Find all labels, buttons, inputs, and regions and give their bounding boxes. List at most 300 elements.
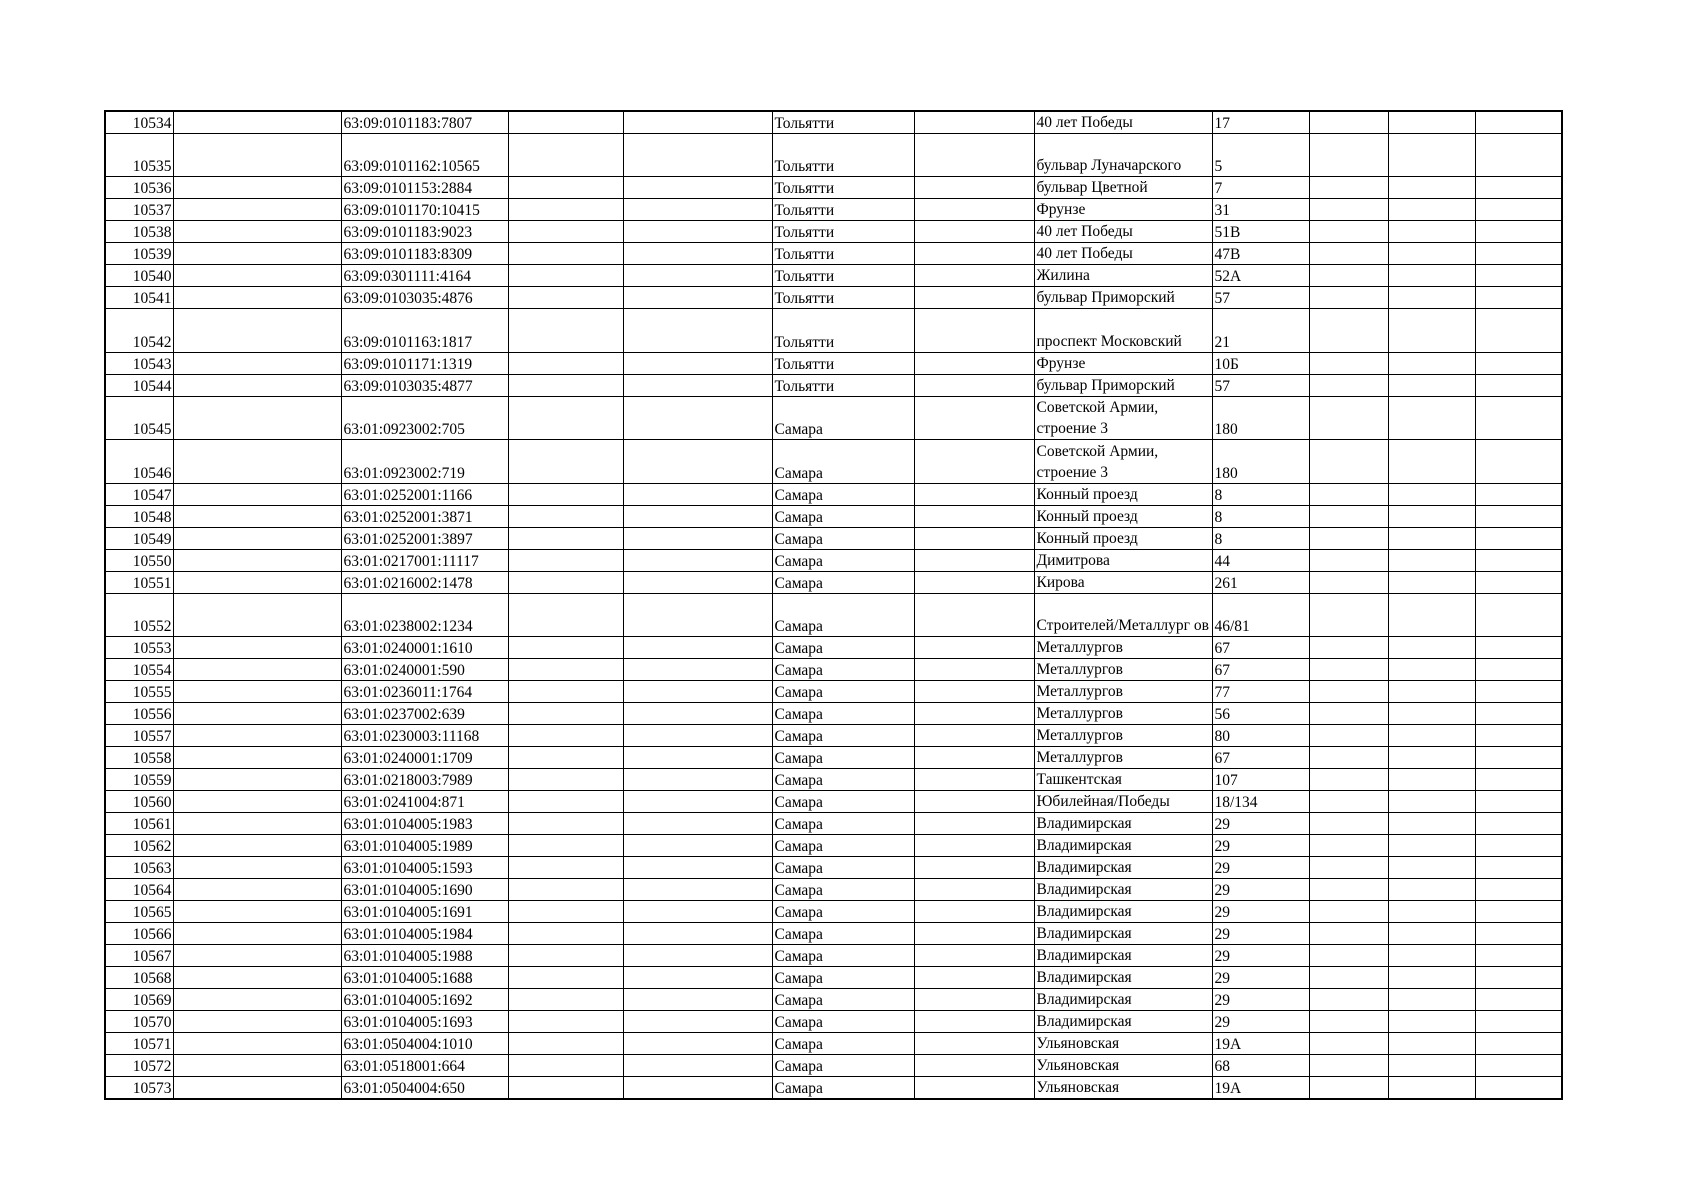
empty-cell[interactable]: [914, 1054, 1034, 1076]
empty-cell[interactable]: [914, 746, 1034, 768]
row-number-cell[interactable]: 10537: [105, 199, 173, 221]
street-cell[interactable]: 40 лет Победы: [1034, 243, 1212, 265]
empty-cell[interactable]: [914, 922, 1034, 944]
empty-cell[interactable]: [1309, 834, 1388, 856]
street-cell[interactable]: Металлургов: [1034, 680, 1212, 702]
empty-cell[interactable]: [1475, 988, 1562, 1010]
house-number-cell[interactable]: 8: [1212, 505, 1309, 527]
street-cell[interactable]: бульвар Цветной: [1034, 177, 1212, 199]
empty-cell[interactable]: [173, 658, 341, 680]
row-number-cell[interactable]: 10543: [105, 352, 173, 374]
empty-cell[interactable]: [1309, 636, 1388, 658]
house-number-cell[interactable]: 18/134: [1212, 790, 1309, 812]
empty-cell[interactable]: [1309, 593, 1388, 636]
house-number-cell[interactable]: 19А: [1212, 1076, 1309, 1099]
empty-cell[interactable]: [623, 944, 772, 966]
house-number-cell[interactable]: 31: [1212, 199, 1309, 221]
empty-cell[interactable]: [1475, 812, 1562, 834]
row-number-cell[interactable]: 10572: [105, 1054, 173, 1076]
empty-cell[interactable]: [173, 878, 341, 900]
empty-cell[interactable]: [623, 1032, 772, 1054]
empty-cell[interactable]: [1475, 527, 1562, 549]
row-number-cell[interactable]: 10553: [105, 636, 173, 658]
cadastral-number-cell[interactable]: 63:09:0101183:9023: [341, 221, 508, 243]
empty-cell[interactable]: [1475, 790, 1562, 812]
row-number-cell[interactable]: 10567: [105, 944, 173, 966]
empty-cell[interactable]: [1475, 922, 1562, 944]
house-number-cell[interactable]: 44: [1212, 549, 1309, 571]
empty-cell[interactable]: [623, 527, 772, 549]
empty-cell[interactable]: [1388, 966, 1475, 988]
city-cell[interactable]: Самара: [772, 593, 914, 636]
city-cell[interactable]: Самара: [772, 856, 914, 878]
empty-cell[interactable]: [173, 134, 341, 177]
city-cell[interactable]: Самара: [772, 1054, 914, 1076]
empty-cell[interactable]: [173, 265, 341, 287]
empty-cell[interactable]: [1388, 702, 1475, 724]
cadastral-number-cell[interactable]: 63:01:0104005:1692: [341, 988, 508, 1010]
street-cell[interactable]: Владимирская: [1034, 966, 1212, 988]
empty-cell[interactable]: [508, 505, 623, 527]
city-cell[interactable]: Тольятти: [772, 199, 914, 221]
empty-cell[interactable]: [1388, 549, 1475, 571]
street-cell[interactable]: Владимирская: [1034, 900, 1212, 922]
empty-cell[interactable]: [1309, 812, 1388, 834]
house-number-cell[interactable]: 46/81: [1212, 593, 1309, 636]
empty-cell[interactable]: [1475, 505, 1562, 527]
cadastral-number-cell[interactable]: 63:01:0240001:590: [341, 658, 508, 680]
empty-cell[interactable]: [1388, 812, 1475, 834]
house-number-cell[interactable]: 8: [1212, 527, 1309, 549]
row-number-cell[interactable]: 10565: [105, 900, 173, 922]
row-number-cell[interactable]: 10557: [105, 724, 173, 746]
empty-cell[interactable]: [1309, 527, 1388, 549]
row-number-cell[interactable]: 10545: [105, 396, 173, 439]
empty-cell[interactable]: [623, 878, 772, 900]
empty-cell[interactable]: [1388, 309, 1475, 352]
row-number-cell[interactable]: 10554: [105, 658, 173, 680]
house-number-cell[interactable]: 29: [1212, 1010, 1309, 1032]
house-number-cell[interactable]: 57: [1212, 374, 1309, 396]
street-cell[interactable]: Жилина: [1034, 265, 1212, 287]
empty-cell[interactable]: [1475, 352, 1562, 374]
city-cell[interactable]: Самара: [772, 658, 914, 680]
house-number-cell[interactable]: 29: [1212, 988, 1309, 1010]
empty-cell[interactable]: [508, 243, 623, 265]
empty-cell[interactable]: [1309, 374, 1388, 396]
street-cell[interactable]: Металлургов: [1034, 724, 1212, 746]
street-cell[interactable]: Металлургов: [1034, 702, 1212, 724]
street-cell[interactable]: Конный проезд: [1034, 527, 1212, 549]
street-cell[interactable]: Конный проезд: [1034, 483, 1212, 505]
empty-cell[interactable]: [173, 549, 341, 571]
empty-cell[interactable]: [173, 966, 341, 988]
empty-cell[interactable]: [508, 790, 623, 812]
city-cell[interactable]: Самара: [772, 746, 914, 768]
empty-cell[interactable]: [1309, 900, 1388, 922]
house-number-cell[interactable]: 29: [1212, 922, 1309, 944]
empty-cell[interactable]: [1309, 768, 1388, 790]
row-number-cell[interactable]: 10558: [105, 746, 173, 768]
house-number-cell[interactable]: 29: [1212, 900, 1309, 922]
empty-cell[interactable]: [1388, 922, 1475, 944]
empty-cell[interactable]: [914, 593, 1034, 636]
cadastral-number-cell[interactable]: 63:09:0101183:7807: [341, 111, 508, 134]
house-number-cell[interactable]: 77: [1212, 680, 1309, 702]
city-cell[interactable]: Самара: [772, 549, 914, 571]
empty-cell[interactable]: [1309, 287, 1388, 309]
empty-cell[interactable]: [914, 571, 1034, 593]
street-cell[interactable]: Ульяновская: [1034, 1054, 1212, 1076]
empty-cell[interactable]: [914, 966, 1034, 988]
house-number-cell[interactable]: 51В: [1212, 221, 1309, 243]
empty-cell[interactable]: [1475, 199, 1562, 221]
empty-cell[interactable]: [1475, 746, 1562, 768]
empty-cell[interactable]: [1388, 177, 1475, 199]
cadastral-number-cell[interactable]: 63:09:0103035:4877: [341, 374, 508, 396]
empty-cell[interactable]: [173, 177, 341, 199]
cadastral-number-cell[interactable]: 63:09:0101153:2884: [341, 177, 508, 199]
empty-cell[interactable]: [508, 374, 623, 396]
cadastral-number-cell[interactable]: 63:01:0236011:1764: [341, 680, 508, 702]
city-cell[interactable]: Самара: [772, 900, 914, 922]
empty-cell[interactable]: [914, 134, 1034, 177]
city-cell[interactable]: Тольятти: [772, 309, 914, 352]
house-number-cell[interactable]: 180: [1212, 396, 1309, 439]
city-cell[interactable]: Самара: [772, 834, 914, 856]
empty-cell[interactable]: [508, 922, 623, 944]
empty-cell[interactable]: [1475, 309, 1562, 352]
city-cell[interactable]: Самара: [772, 1010, 914, 1032]
cadastral-number-cell[interactable]: 63:01:0504004:1010: [341, 1032, 508, 1054]
row-number-cell[interactable]: 10550: [105, 549, 173, 571]
empty-cell[interactable]: [508, 177, 623, 199]
empty-cell[interactable]: [1388, 593, 1475, 636]
empty-cell[interactable]: [173, 1032, 341, 1054]
empty-cell[interactable]: [173, 483, 341, 505]
empty-cell[interactable]: [508, 768, 623, 790]
empty-cell[interactable]: [914, 309, 1034, 352]
row-number-cell[interactable]: 10535: [105, 134, 173, 177]
city-cell[interactable]: Самара: [772, 966, 914, 988]
empty-cell[interactable]: [1309, 1076, 1388, 1099]
house-number-cell[interactable]: 68: [1212, 1054, 1309, 1076]
empty-cell[interactable]: [508, 658, 623, 680]
empty-cell[interactable]: [1388, 746, 1475, 768]
empty-cell[interactable]: [1388, 527, 1475, 549]
city-cell[interactable]: Тольятти: [772, 352, 914, 374]
street-cell[interactable]: Владимирская: [1034, 1010, 1212, 1032]
empty-cell[interactable]: [1309, 111, 1388, 134]
empty-cell[interactable]: [508, 878, 623, 900]
empty-cell[interactable]: [914, 878, 1034, 900]
empty-cell[interactable]: [914, 177, 1034, 199]
empty-cell[interactable]: [1388, 790, 1475, 812]
empty-cell[interactable]: [1309, 505, 1388, 527]
row-number-cell[interactable]: 10573: [105, 1076, 173, 1099]
row-number-cell[interactable]: 10552: [105, 593, 173, 636]
city-cell[interactable]: Тольятти: [772, 243, 914, 265]
street-cell[interactable]: Конный проезд: [1034, 505, 1212, 527]
empty-cell[interactable]: [173, 922, 341, 944]
empty-cell[interactable]: [1309, 134, 1388, 177]
row-number-cell[interactable]: 10546: [105, 440, 173, 483]
empty-cell[interactable]: [623, 856, 772, 878]
cadastral-number-cell[interactable]: 63:09:0103035:4876: [341, 287, 508, 309]
empty-cell[interactable]: [173, 702, 341, 724]
street-cell[interactable]: Металлургов: [1034, 746, 1212, 768]
city-cell[interactable]: Самара: [772, 790, 914, 812]
street-cell[interactable]: Фрунзе: [1034, 199, 1212, 221]
empty-cell[interactable]: [623, 243, 772, 265]
empty-cell[interactable]: [623, 922, 772, 944]
cadastral-number-cell[interactable]: 63:01:0923002:705: [341, 396, 508, 439]
empty-cell[interactable]: [173, 352, 341, 374]
empty-cell[interactable]: [173, 988, 341, 1010]
empty-cell[interactable]: [1475, 134, 1562, 177]
empty-cell[interactable]: [508, 702, 623, 724]
empty-cell[interactable]: [1309, 1032, 1388, 1054]
empty-cell[interactable]: [623, 746, 772, 768]
row-number-cell[interactable]: 10556: [105, 702, 173, 724]
empty-cell[interactable]: [173, 856, 341, 878]
street-cell[interactable]: Ульяновская: [1034, 1032, 1212, 1054]
empty-cell[interactable]: [914, 1010, 1034, 1032]
cadastral-number-cell[interactable]: 63:01:0230003:11168: [341, 724, 508, 746]
cadastral-number-cell[interactable]: 63:09:0101171:1319: [341, 352, 508, 374]
empty-cell[interactable]: [1388, 111, 1475, 134]
empty-cell[interactable]: [508, 724, 623, 746]
city-cell[interactable]: Тольятти: [772, 177, 914, 199]
empty-cell[interactable]: [1388, 988, 1475, 1010]
city-cell[interactable]: Самара: [772, 988, 914, 1010]
empty-cell[interactable]: [914, 199, 1034, 221]
street-cell[interactable]: бульвар Луначарского: [1034, 134, 1212, 177]
empty-cell[interactable]: [173, 374, 341, 396]
street-cell[interactable]: Советской Армии, строение 3: [1034, 396, 1212, 439]
empty-cell[interactable]: [1388, 724, 1475, 746]
house-number-cell[interactable]: 8: [1212, 483, 1309, 505]
row-number-cell[interactable]: 10551: [105, 571, 173, 593]
street-cell[interactable]: Кирова: [1034, 571, 1212, 593]
empty-cell[interactable]: [914, 834, 1034, 856]
empty-cell[interactable]: [508, 309, 623, 352]
street-cell[interactable]: Ульяновская: [1034, 1076, 1212, 1099]
empty-cell[interactable]: [1309, 1010, 1388, 1032]
empty-cell[interactable]: [1475, 571, 1562, 593]
house-number-cell[interactable]: 29: [1212, 966, 1309, 988]
house-number-cell[interactable]: 7: [1212, 177, 1309, 199]
empty-cell[interactable]: [914, 111, 1034, 134]
empty-cell[interactable]: [173, 768, 341, 790]
empty-cell[interactable]: [1388, 856, 1475, 878]
city-cell[interactable]: Тольятти: [772, 265, 914, 287]
empty-cell[interactable]: [508, 680, 623, 702]
city-cell[interactable]: Самара: [772, 1076, 914, 1099]
empty-cell[interactable]: [508, 1076, 623, 1099]
street-cell[interactable]: Строителей/Металлург ов: [1034, 593, 1212, 636]
cadastral-number-cell[interactable]: 63:01:0504004:650: [341, 1076, 508, 1099]
empty-cell[interactable]: [623, 834, 772, 856]
empty-cell[interactable]: [1388, 944, 1475, 966]
city-cell[interactable]: Самара: [772, 527, 914, 549]
empty-cell[interactable]: [1388, 680, 1475, 702]
empty-cell[interactable]: [1475, 966, 1562, 988]
empty-cell[interactable]: [508, 287, 623, 309]
empty-cell[interactable]: [1475, 396, 1562, 439]
empty-cell[interactable]: [623, 790, 772, 812]
empty-cell[interactable]: [508, 352, 623, 374]
empty-cell[interactable]: [508, 988, 623, 1010]
empty-cell[interactable]: [1309, 790, 1388, 812]
empty-cell[interactable]: [623, 111, 772, 134]
empty-cell[interactable]: [1309, 966, 1388, 988]
empty-cell[interactable]: [1475, 287, 1562, 309]
row-number-cell[interactable]: 10539: [105, 243, 173, 265]
empty-cell[interactable]: [508, 834, 623, 856]
row-number-cell[interactable]: 10534: [105, 111, 173, 134]
row-number-cell[interactable]: 10569: [105, 988, 173, 1010]
empty-cell[interactable]: [1309, 265, 1388, 287]
row-number-cell[interactable]: 10564: [105, 878, 173, 900]
street-cell[interactable]: Владимирская: [1034, 944, 1212, 966]
row-number-cell[interactable]: 10538: [105, 221, 173, 243]
empty-cell[interactable]: [623, 636, 772, 658]
empty-cell[interactable]: [1475, 374, 1562, 396]
city-cell[interactable]: Самара: [772, 922, 914, 944]
empty-cell[interactable]: [173, 900, 341, 922]
empty-cell[interactable]: [508, 812, 623, 834]
cadastral-number-cell[interactable]: 63:09:0101170:10415: [341, 199, 508, 221]
cadastral-number-cell[interactable]: 63:01:0923002:719: [341, 440, 508, 483]
cadastral-number-cell[interactable]: 63:01:0252001:1166: [341, 483, 508, 505]
empty-cell[interactable]: [914, 636, 1034, 658]
empty-cell[interactable]: [508, 966, 623, 988]
row-number-cell[interactable]: 10566: [105, 922, 173, 944]
row-number-cell[interactable]: 10570: [105, 1010, 173, 1032]
empty-cell[interactable]: [508, 549, 623, 571]
empty-cell[interactable]: [1388, 134, 1475, 177]
empty-cell[interactable]: [1388, 440, 1475, 483]
empty-cell[interactable]: [914, 287, 1034, 309]
empty-cell[interactable]: [1309, 922, 1388, 944]
empty-cell[interactable]: [1309, 658, 1388, 680]
city-cell[interactable]: Самара: [772, 944, 914, 966]
cadastral-number-cell[interactable]: 63:01:0104005:1989: [341, 834, 508, 856]
city-cell[interactable]: Тольятти: [772, 287, 914, 309]
city-cell[interactable]: Самара: [772, 505, 914, 527]
city-cell[interactable]: Тольятти: [772, 134, 914, 177]
cadastral-number-cell[interactable]: 63:01:0238002:1234: [341, 593, 508, 636]
street-cell[interactable]: Фрунзе: [1034, 352, 1212, 374]
empty-cell[interactable]: [623, 571, 772, 593]
house-number-cell[interactable]: 67: [1212, 658, 1309, 680]
cadastral-number-cell[interactable]: 63:01:0252001:3871: [341, 505, 508, 527]
empty-cell[interactable]: [623, 505, 772, 527]
empty-cell[interactable]: [1309, 571, 1388, 593]
empty-cell[interactable]: [623, 549, 772, 571]
street-cell[interactable]: Владимирская: [1034, 812, 1212, 834]
cadastral-number-cell[interactable]: 63:01:0104005:1691: [341, 900, 508, 922]
cadastral-number-cell[interactable]: 63:01:0104005:1984: [341, 922, 508, 944]
house-number-cell[interactable]: 261: [1212, 571, 1309, 593]
empty-cell[interactable]: [1309, 680, 1388, 702]
street-cell[interactable]: Владимирская: [1034, 834, 1212, 856]
empty-cell[interactable]: [623, 1010, 772, 1032]
empty-cell[interactable]: [173, 309, 341, 352]
empty-cell[interactable]: [1309, 1054, 1388, 1076]
empty-cell[interactable]: [508, 944, 623, 966]
city-cell[interactable]: Самара: [772, 396, 914, 439]
empty-cell[interactable]: [508, 483, 623, 505]
empty-cell[interactable]: [914, 221, 1034, 243]
empty-cell[interactable]: [1475, 944, 1562, 966]
empty-cell[interactable]: [173, 440, 341, 483]
house-number-cell[interactable]: 180: [1212, 440, 1309, 483]
row-number-cell[interactable]: 10559: [105, 768, 173, 790]
empty-cell[interactable]: [1475, 856, 1562, 878]
empty-cell[interactable]: [173, 111, 341, 134]
house-number-cell[interactable]: 21: [1212, 309, 1309, 352]
empty-cell[interactable]: [1388, 1010, 1475, 1032]
empty-cell[interactable]: [508, 1054, 623, 1076]
empty-cell[interactable]: [914, 440, 1034, 483]
empty-cell[interactable]: [623, 352, 772, 374]
empty-cell[interactable]: [914, 724, 1034, 746]
city-cell[interactable]: Самара: [772, 702, 914, 724]
street-cell[interactable]: Металлургов: [1034, 658, 1212, 680]
empty-cell[interactable]: [173, 199, 341, 221]
empty-cell[interactable]: [508, 746, 623, 768]
cadastral-number-cell[interactable]: 63:01:0104005:1693: [341, 1010, 508, 1032]
empty-cell[interactable]: [1388, 287, 1475, 309]
empty-cell[interactable]: [914, 549, 1034, 571]
empty-cell[interactable]: [1388, 396, 1475, 439]
empty-cell[interactable]: [173, 680, 341, 702]
empty-cell[interactable]: [1475, 1032, 1562, 1054]
street-cell[interactable]: проспект Московский: [1034, 309, 1212, 352]
empty-cell[interactable]: [1309, 549, 1388, 571]
empty-cell[interactable]: [1388, 505, 1475, 527]
row-number-cell[interactable]: 10562: [105, 834, 173, 856]
row-number-cell[interactable]: 10561: [105, 812, 173, 834]
cadastral-number-cell[interactable]: 63:01:0518001:664: [341, 1054, 508, 1076]
house-number-cell[interactable]: 80: [1212, 724, 1309, 746]
empty-cell[interactable]: [508, 111, 623, 134]
row-number-cell[interactable]: 10540: [105, 265, 173, 287]
cadastral-number-cell[interactable]: 63:01:0240001:1610: [341, 636, 508, 658]
empty-cell[interactable]: [623, 483, 772, 505]
empty-cell[interactable]: [1388, 1032, 1475, 1054]
empty-cell[interactable]: [623, 199, 772, 221]
empty-cell[interactable]: [1475, 243, 1562, 265]
empty-cell[interactable]: [1388, 768, 1475, 790]
empty-cell[interactable]: [508, 134, 623, 177]
empty-cell[interactable]: [623, 900, 772, 922]
empty-cell[interactable]: [508, 900, 623, 922]
empty-cell[interactable]: [914, 812, 1034, 834]
empty-cell[interactable]: [1475, 900, 1562, 922]
street-cell[interactable]: Владимирская: [1034, 856, 1212, 878]
empty-cell[interactable]: [1388, 834, 1475, 856]
empty-cell[interactable]: [623, 768, 772, 790]
empty-cell[interactable]: [1388, 636, 1475, 658]
house-number-cell[interactable]: 67: [1212, 746, 1309, 768]
empty-cell[interactable]: [1475, 702, 1562, 724]
empty-cell[interactable]: [508, 396, 623, 439]
empty-cell[interactable]: [1309, 221, 1388, 243]
empty-cell[interactable]: [1309, 944, 1388, 966]
